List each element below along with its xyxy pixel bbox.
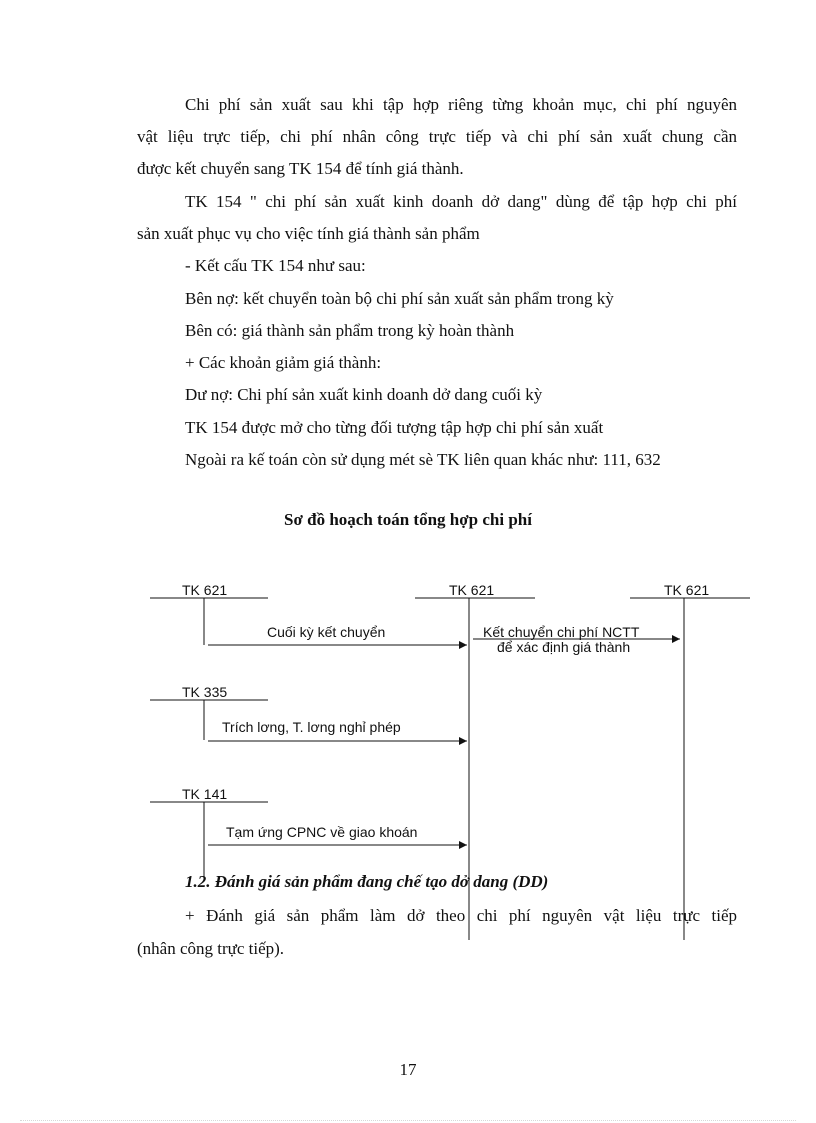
paragraph-line: Dư nợ: Chi phí sản xuất kinh doanh dở dang cuối kỳ bbox=[185, 385, 543, 404]
paragraph-line: Ngoài ra kế toán còn sử dụng mét sè TK liên quan khác như: 111, 632 bbox=[185, 450, 661, 469]
page-number: 17 bbox=[399, 1060, 417, 1079]
paragraph-line: sản xuất phục vụ cho việc tính giá thành sản phẩm bbox=[137, 224, 480, 243]
section-heading: 1.2. Đánh giá sản phẩm đang chế tạo dở dang (DD) bbox=[185, 872, 549, 891]
arrow-label: để xác định giá thành bbox=[497, 639, 631, 655]
arrow-label: Cuối kỳ kết chuyển bbox=[267, 624, 386, 640]
paragraph-line: Bên có: giá thành sản phẩm trong kỳ hoàn thành bbox=[185, 321, 515, 340]
paragraph-line: + Đánh giá sản phẩm làm dở theo chi phí nguyên vật liệu trực tiếp bbox=[185, 906, 737, 925]
paragraph-line: - Kết cấu TK 154 như sau: bbox=[185, 256, 366, 275]
account-label: TK 141 bbox=[182, 786, 228, 802]
account-label: TK 621 bbox=[449, 582, 495, 598]
paragraph-line: được kết chuyển sang TK 154 để tính giá thành. bbox=[137, 159, 464, 178]
paragraph-line: Bên nợ: kết chuyển toàn bộ chi phí sản xuất sản phẩm trong kỳ bbox=[185, 289, 614, 308]
paragraph-line: Chi phí sản xuất sau khi tập hợp riêng từng khoản mục, chi phí nguyên bbox=[185, 95, 737, 114]
page-edge-divider bbox=[20, 1120, 796, 1121]
arrow-label: Trích lơng, T. lơng nghỉ phép bbox=[222, 719, 401, 735]
arrow-label: Tạm ứng CPNC về giao khoán bbox=[226, 824, 418, 840]
account-label: TK 621 bbox=[664, 582, 710, 598]
arrow-label: Kết chuyển chi phí NCTT bbox=[483, 624, 640, 640]
paragraph-line: vật liệu trực tiếp, chi phí nhân công trực tiếp và chi phí sản xuất chung cần bbox=[137, 127, 737, 146]
account-label: TK 335 bbox=[182, 684, 228, 700]
paragraph-line: (nhân công trực tiếp). bbox=[137, 939, 285, 958]
account-label: TK 621 bbox=[182, 582, 228, 598]
paragraph-line: TK 154 " chi phí sản xuất kinh doanh dở dang" dùng để tập hợp chi phí bbox=[185, 192, 737, 211]
diagram-title: Sơ đồ hoạch toán tổng hợp chi phí bbox=[284, 510, 532, 529]
paragraph-line: TK 154 được mở cho từng đối tượng tập hợp chi phí sản xuất bbox=[185, 418, 604, 437]
paragraph-line: + Các khoản giảm giá thành: bbox=[185, 353, 382, 372]
